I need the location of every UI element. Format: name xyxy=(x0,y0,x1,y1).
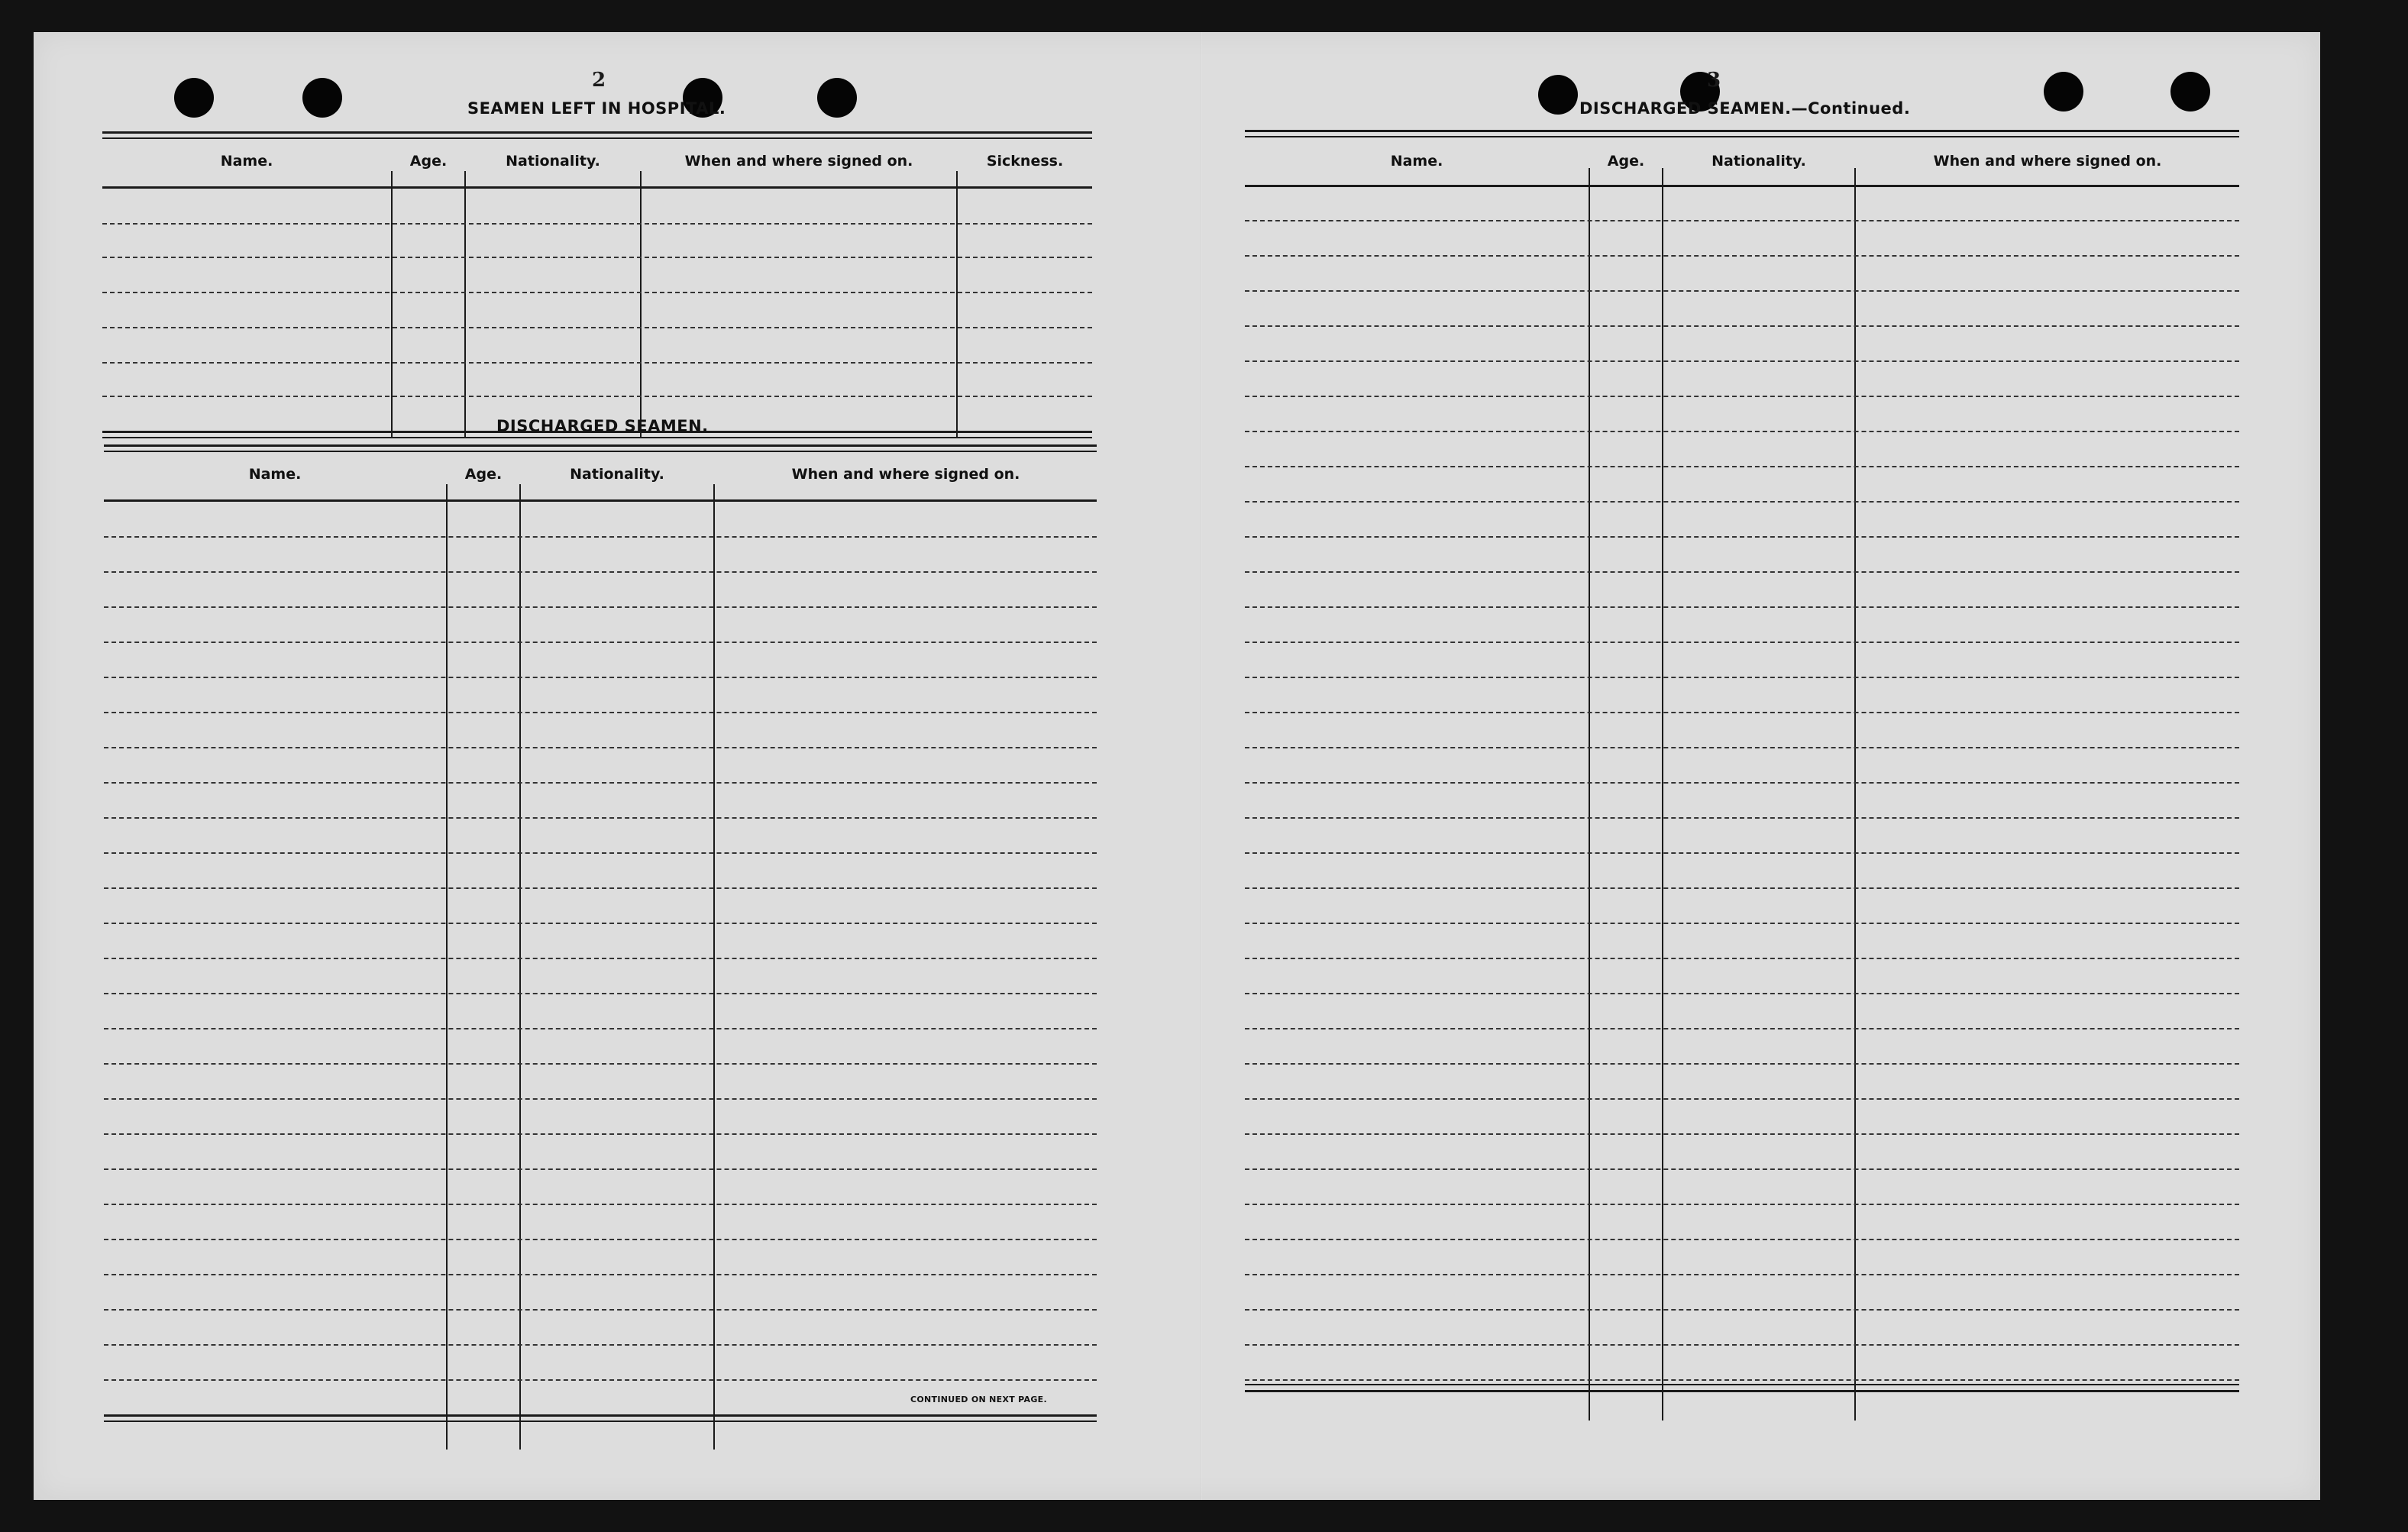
blank-row-line xyxy=(1245,1133,2239,1135)
punch-hole xyxy=(817,78,857,118)
blank-row-line xyxy=(104,642,1097,643)
column-divider xyxy=(446,484,448,1450)
blank-row-line xyxy=(104,1344,1097,1346)
table-end-rule xyxy=(104,1420,1097,1422)
blank-row-line xyxy=(1245,396,2239,397)
blank-row-line xyxy=(1245,290,2239,292)
table-end-rule xyxy=(1245,1384,2239,1385)
blank-row-line xyxy=(1245,466,2239,467)
blank-row-line xyxy=(104,993,1097,994)
continued-footnote: CONTINUED ON NEXT PAGE. xyxy=(910,1395,1047,1404)
col-head-age: Age. xyxy=(464,466,503,483)
scanned-document xyxy=(34,32,2320,1500)
blank-row-line xyxy=(1245,1063,2239,1065)
discharged-continued-table xyxy=(1245,130,2239,1422)
blank-row-line xyxy=(104,1274,1097,1275)
column-divider xyxy=(1662,168,1663,1420)
blank-row-line xyxy=(1245,958,2239,959)
col-head-age: Age. xyxy=(409,153,448,170)
col-head-nationality: Nationality. xyxy=(506,153,600,170)
discharged-section-title: DISCHARGED SEAMEN. xyxy=(496,417,709,435)
discharged-continued-title: DISCHARGED SEAMEN.—Continued. xyxy=(1579,99,1911,118)
blank-row-line xyxy=(104,923,1097,924)
header-rule xyxy=(104,444,1097,447)
table-end-rule xyxy=(1245,1390,2239,1392)
col-head-name: Name. xyxy=(1390,153,1443,170)
blank-row-line xyxy=(104,958,1097,959)
blank-row-line xyxy=(1245,817,2239,819)
col-head-name: Name. xyxy=(220,153,273,170)
punch-hole xyxy=(1538,75,1578,115)
column-divider xyxy=(713,484,715,1450)
col-head-name: Name. xyxy=(248,466,302,483)
blank-row-line xyxy=(104,1133,1097,1135)
header-rule xyxy=(104,451,1097,452)
blank-row-line xyxy=(1245,220,2239,221)
blank-row-line xyxy=(1245,1098,2239,1100)
blank-row-line xyxy=(104,1063,1097,1065)
col-head-sickness: Sickness. xyxy=(986,153,1064,170)
blank-row-line xyxy=(1245,1168,2239,1170)
col-head-nationality: Nationality. xyxy=(1711,153,1806,170)
blank-row-line xyxy=(104,747,1097,748)
blank-row-line xyxy=(104,817,1097,819)
header-bottom-rule xyxy=(1245,185,2239,187)
blank-row-line xyxy=(102,292,1092,293)
blank-row-line xyxy=(102,223,1092,225)
blank-row-line xyxy=(1245,1239,2239,1240)
blank-row-line xyxy=(104,712,1097,713)
blank-row-line xyxy=(104,1309,1097,1311)
column-divider xyxy=(1854,168,1856,1420)
blank-row-line xyxy=(1245,1204,2239,1205)
blank-row-line xyxy=(1245,642,2239,643)
blank-row-line xyxy=(104,1098,1097,1100)
blank-row-line xyxy=(104,887,1097,889)
blank-row-line xyxy=(104,782,1097,784)
blank-row-line xyxy=(102,396,1092,397)
table-end-rule xyxy=(102,437,1092,438)
blank-row-line xyxy=(104,1168,1097,1170)
page-fold xyxy=(1201,32,1202,1500)
blank-row-line xyxy=(104,1028,1097,1029)
column-divider xyxy=(519,484,521,1450)
page-number-left: 2 xyxy=(591,69,606,92)
col-head-nationality: Nationality. xyxy=(570,466,664,483)
blank-row-line xyxy=(1245,255,2239,257)
col-head-age: Age. xyxy=(1607,153,1645,170)
header-bottom-rule xyxy=(102,186,1092,189)
blank-row-line xyxy=(1245,712,2239,713)
blank-row-line xyxy=(104,1204,1097,1205)
blank-row-line xyxy=(1245,1344,2239,1346)
blank-row-line xyxy=(104,677,1097,678)
blank-row-line xyxy=(1245,431,2239,432)
blank-row-line xyxy=(1245,501,2239,503)
hospital-table xyxy=(102,131,1092,438)
blank-row-line xyxy=(1245,887,2239,889)
header-rule xyxy=(1245,130,2239,132)
header-rule xyxy=(102,137,1092,139)
blank-row-line xyxy=(104,536,1097,538)
blank-row-line xyxy=(1245,536,2239,538)
blank-row-line xyxy=(1245,325,2239,327)
blank-row-line xyxy=(104,1239,1097,1240)
column-divider xyxy=(1589,168,1590,1420)
header-rule xyxy=(1245,136,2239,137)
blank-row-line xyxy=(1245,747,2239,748)
blank-row-line xyxy=(1245,360,2239,362)
blank-row-line xyxy=(1245,993,2239,994)
discharged-table xyxy=(104,444,1097,1450)
blank-row-line xyxy=(104,852,1097,854)
blank-row-line xyxy=(1245,1379,2239,1381)
blank-row-line xyxy=(1245,923,2239,924)
blank-row-line xyxy=(104,1379,1097,1381)
blank-row-line xyxy=(102,327,1092,328)
punch-hole xyxy=(302,78,342,118)
table-end-rule xyxy=(104,1414,1097,1417)
punch-hole xyxy=(2170,72,2210,112)
blank-row-line xyxy=(1245,1309,2239,1311)
page-number-right: 3 xyxy=(1706,69,1721,92)
blank-row-line xyxy=(1245,571,2239,573)
blank-row-line xyxy=(1245,852,2239,854)
col-head-signed-on: When and where signed on. xyxy=(1933,153,2162,170)
header-rule xyxy=(102,131,1092,134)
hospital-section-title: SEAMEN LEFT IN HOSPITAL. xyxy=(467,99,726,118)
blank-row-line xyxy=(104,571,1097,573)
blank-row-line xyxy=(1245,677,2239,678)
header-bottom-rule xyxy=(104,499,1097,502)
punch-hole xyxy=(174,78,214,118)
blank-row-line xyxy=(102,362,1092,364)
blank-row-line xyxy=(1245,1028,2239,1029)
blank-row-line xyxy=(104,606,1097,608)
blank-row-line xyxy=(1245,606,2239,608)
blank-row-line xyxy=(1245,1274,2239,1275)
col-head-signed-on: When and where signed on. xyxy=(684,153,913,170)
punch-hole xyxy=(2044,72,2083,112)
blank-row-line xyxy=(1245,782,2239,784)
blank-row-line xyxy=(102,257,1092,258)
col-head-signed-on: When and where signed on. xyxy=(791,466,1020,483)
